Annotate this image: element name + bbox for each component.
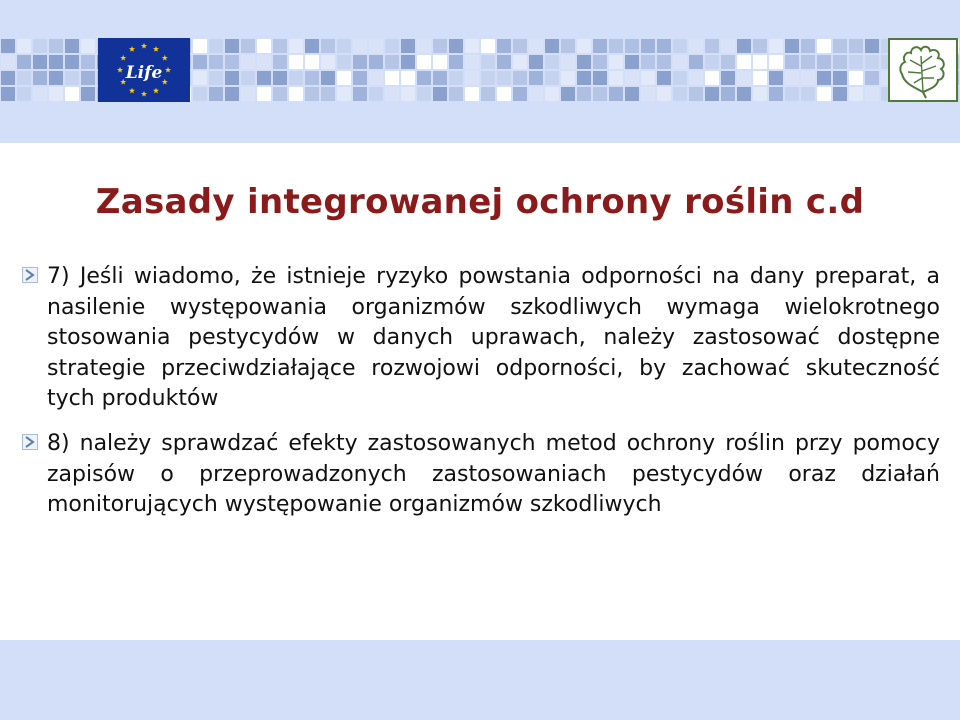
- mosaic-tile: [769, 87, 783, 101]
- mosaic-tile: [257, 87, 271, 101]
- mosaic-tile: [497, 71, 511, 85]
- mosaic-tile: [705, 39, 719, 53]
- eu-stars-icon: [98, 38, 190, 102]
- mosaic-tile: [65, 39, 79, 53]
- eu-star: [120, 55, 126, 61]
- mosaic-tile: [465, 39, 479, 53]
- mosaic-tile: [241, 55, 255, 69]
- mosaic-tile: [481, 39, 495, 53]
- mosaic-tile: [433, 39, 447, 53]
- eu-life-logo: [98, 38, 190, 102]
- mosaic-tile: [833, 39, 847, 53]
- mosaic-tile: [49, 55, 63, 69]
- mosaic-tile: [737, 55, 751, 69]
- mosaic-tile: [209, 55, 223, 69]
- mosaic-tile: [1, 39, 15, 53]
- mosaic-tile: [865, 39, 879, 53]
- mosaic-tile: [385, 55, 399, 69]
- mosaic-tile: [705, 87, 719, 101]
- oak-leaf-icon: [890, 40, 956, 100]
- mosaic-tile: [529, 71, 543, 85]
- mosaic-tile: [769, 39, 783, 53]
- mosaic-tile: [705, 71, 719, 85]
- mosaic-tile: [577, 87, 591, 101]
- mosaic-tile: [721, 71, 735, 85]
- mosaic-tile: [465, 87, 479, 101]
- mosaic-tile: [817, 71, 831, 85]
- mosaic-tile: [257, 55, 271, 69]
- mosaic-tile: [401, 87, 415, 101]
- mosaic-tile: [417, 87, 431, 101]
- mosaic-tile: [497, 55, 511, 69]
- mosaic-tile: [625, 39, 639, 53]
- mosaic-tile: [593, 87, 607, 101]
- mosaic-tile: [241, 87, 255, 101]
- mosaic-tile: [353, 55, 367, 69]
- bullet-list: [20, 262, 940, 535]
- mosaic-tile: [577, 39, 591, 53]
- mosaic-tile: [337, 55, 351, 69]
- mosaic-tile: [209, 39, 223, 53]
- mosaic-tile: [577, 71, 591, 85]
- mosaic-tile: [513, 71, 527, 85]
- mosaic-tile: [545, 55, 559, 69]
- mosaic-tile: [737, 87, 751, 101]
- bullet-item-8: [20, 429, 940, 521]
- mosaic-tile: [673, 71, 687, 85]
- mosaic-tile: [737, 71, 751, 85]
- mosaic-tile: [81, 39, 95, 53]
- mosaic-tile: [817, 55, 831, 69]
- mosaic-tile: [785, 71, 799, 85]
- slide-title: Zasady integrowanej ochrony roślin c.d: [95, 182, 865, 222]
- mosaic-tile: [657, 71, 671, 85]
- mosaic-tile: [865, 87, 879, 101]
- mosaic-tile: [17, 55, 31, 69]
- mosaic-tile: [289, 71, 303, 85]
- mosaic-tile: [353, 87, 367, 101]
- bullet-text: 7) Jeśli wiadomo, że istnieje ryzyko powstania odporności na dany preparat, a nasilenie występowania organizmów szkodliwych wymaga wielokrotnego stosowania pestycydów w danych uprawach, należy zastosować dostępne strategie przeciwdziałające rozwojowi odporności, by zachować skuteczność tych produktów: [47, 264, 940, 412]
- mosaic-tile: [481, 71, 495, 85]
- mosaic-tile: [785, 55, 799, 69]
- mosaic-tile: [529, 55, 543, 69]
- mosaic-tile: [449, 71, 463, 85]
- eu-star: [153, 46, 159, 52]
- mosaic-tile: [657, 39, 671, 53]
- arrow-bullet-icon: [22, 267, 38, 283]
- mosaic-tile: [337, 39, 351, 53]
- mosaic-tile: [721, 87, 735, 101]
- mosaic-tile: [433, 55, 447, 69]
- mosaic-tile: [609, 55, 623, 69]
- mosaic-tile: [513, 55, 527, 69]
- eu-star: [141, 91, 147, 97]
- mosaic-tile: [369, 71, 383, 85]
- mosaic-tile: [449, 39, 463, 53]
- mosaic-tile: [337, 71, 351, 85]
- mosaic-tile: [753, 55, 767, 69]
- mosaic-tile: [625, 55, 639, 69]
- mosaic-tile: [193, 87, 207, 101]
- mosaic-tile: [753, 87, 767, 101]
- mosaic-tile: [369, 39, 383, 53]
- eu-star: [162, 55, 168, 61]
- mosaic-tile: [49, 87, 63, 101]
- mosaic-tile: [625, 87, 639, 101]
- mosaic-tile: [705, 55, 719, 69]
- mosaic-tile: [65, 71, 79, 85]
- mosaic-tile: [225, 55, 239, 69]
- mosaic-tile: [785, 39, 799, 53]
- mosaic-tile: [193, 39, 207, 53]
- mosaic-tile: [849, 55, 863, 69]
- mosaic-tile: [625, 71, 639, 85]
- mosaic-tile: [641, 87, 655, 101]
- mosaic-tile: [321, 39, 335, 53]
- mosaic-tile: [417, 55, 431, 69]
- mosaic-tile: [673, 87, 687, 101]
- bullet-item-7: [20, 262, 940, 415]
- mosaic-tile: [497, 39, 511, 53]
- mosaic-tile: [817, 39, 831, 53]
- mosaic-tile: [1, 87, 15, 101]
- mosaic-tile: [753, 71, 767, 85]
- mosaic-tile: [33, 39, 47, 53]
- mosaic-tile: [225, 87, 239, 101]
- mosaic-tile: [273, 55, 287, 69]
- mosaic-tile: [673, 55, 687, 69]
- mosaic-tile: [433, 71, 447, 85]
- mosaic-tile: [833, 55, 847, 69]
- mosaic-tile: [81, 71, 95, 85]
- mosaic-tile: [321, 71, 335, 85]
- mosaic-tile: [849, 87, 863, 101]
- mosaic-tile: [209, 87, 223, 101]
- mosaic-tile: [465, 71, 479, 85]
- mosaic-tile: [65, 87, 79, 101]
- mosaic-tile: [289, 55, 303, 69]
- mosaic-tile: [721, 55, 735, 69]
- mosaic-tile: [417, 71, 431, 85]
- mosaic-tile: [689, 55, 703, 69]
- mosaic-tile: [497, 87, 511, 101]
- mosaic-tile: [1, 55, 15, 69]
- footer-band: [0, 640, 960, 720]
- mosaic-tile: [225, 39, 239, 53]
- mosaic-tile: [289, 39, 303, 53]
- mosaic-tile: [801, 87, 815, 101]
- mosaic-tile: [593, 39, 607, 53]
- mosaic-tile: [417, 39, 431, 53]
- mosaic-tile: [481, 87, 495, 101]
- mosaic-tile: [609, 87, 623, 101]
- mosaic-tile: [513, 39, 527, 53]
- mosaic-tile: [561, 55, 575, 69]
- mosaic-tile: [337, 87, 351, 101]
- mosaic-tile: [753, 39, 767, 53]
- mosaic-tile: [273, 71, 287, 85]
- mosaic-tile: [65, 55, 79, 69]
- mosaic-tile: [545, 87, 559, 101]
- mosaic-tile: [17, 87, 31, 101]
- mosaic-tile: [465, 55, 479, 69]
- mosaic-tile: [273, 87, 287, 101]
- oak-leaf-logo: [888, 38, 958, 102]
- eu-star: [129, 88, 135, 94]
- mosaic-tile: [689, 71, 703, 85]
- mosaic-tile: [33, 87, 47, 101]
- mosaic-tile: [481, 55, 495, 69]
- mosaic-tile: [305, 87, 319, 101]
- mosaic-tile: [17, 71, 31, 85]
- mosaic-tile: [561, 39, 575, 53]
- mosaic-tile: [817, 87, 831, 101]
- bullet-text: 8) należy sprawdzać efekty zastosowanych metod ochrony roślin przy pomocy zapisów o przeprowadzonych zastosowaniach pestycydów oraz działań monitorujących występowanie organizmów szkodliwych: [47, 430, 940, 518]
- mosaic-tile: [689, 87, 703, 101]
- mosaic-tile: [833, 71, 847, 85]
- mosaic-tile: [353, 71, 367, 85]
- mosaic-tile: [385, 39, 399, 53]
- eu-logo-label: Life: [125, 63, 163, 83]
- mosaic-tile: [289, 87, 303, 101]
- mosaic-tile: [529, 39, 543, 53]
- mosaic-tile: [545, 39, 559, 53]
- mosaic-tile: [785, 87, 799, 101]
- mosaic-tile: [193, 55, 207, 69]
- mosaic-tile: [305, 55, 319, 69]
- eu-star: [162, 79, 168, 85]
- mosaic-tile: [433, 87, 447, 101]
- mosaic-tile: [513, 87, 527, 101]
- mosaic-tile: [225, 71, 239, 85]
- mosaic-tile: [641, 55, 655, 69]
- eu-star: [117, 67, 123, 73]
- mosaic-tile: [33, 71, 47, 85]
- mosaic-tile: [257, 39, 271, 53]
- mosaic-tile: [737, 39, 751, 53]
- mosaic-tile: [401, 39, 415, 53]
- mosaic-tile: [449, 55, 463, 69]
- mosaic-tile: [801, 39, 815, 53]
- mosaic-tile: [689, 39, 703, 53]
- eu-star: [153, 88, 159, 94]
- eu-star: [141, 43, 147, 49]
- mosaic-tile: [193, 71, 207, 85]
- mosaic-tile: [865, 55, 879, 69]
- mosaic-tile: [17, 39, 31, 53]
- mosaic-tile: [209, 71, 223, 85]
- mosaic-tile: [865, 71, 879, 85]
- mosaic-tile: [593, 55, 607, 69]
- mosaic-tile: [529, 87, 543, 101]
- mosaic-tile: [257, 71, 271, 85]
- mosaic-tile: [849, 39, 863, 53]
- mosaic-tile: [385, 71, 399, 85]
- arrow-bullet-icon: [22, 434, 38, 450]
- mosaic-tile: [353, 39, 367, 53]
- mosaic-tile: [305, 71, 319, 85]
- mosaic-tile: [545, 71, 559, 85]
- mosaic-tile: [49, 39, 63, 53]
- mosaic-tile: [593, 71, 607, 85]
- mosaic-tile: [769, 71, 783, 85]
- mosaic-tile: [641, 39, 655, 53]
- mosaic-tile: [769, 55, 783, 69]
- mosaic-tile: [849, 71, 863, 85]
- mosaic-tile: [609, 39, 623, 53]
- mosaic-tile: [369, 55, 383, 69]
- mosaic-tile: [49, 71, 63, 85]
- mosaic-tile: [641, 71, 655, 85]
- mosaic-tile: [321, 87, 335, 101]
- mosaic-tile: [401, 55, 415, 69]
- mosaic-tile: [833, 87, 847, 101]
- mosaic-tile: [1, 71, 15, 85]
- mosaic-tile: [385, 87, 399, 101]
- mosaic-tile: [321, 55, 335, 69]
- mosaic-tile: [81, 55, 95, 69]
- mosaic-tile: [577, 55, 591, 69]
- mosaic-tile: [657, 87, 671, 101]
- mosaic-tile: [657, 55, 671, 69]
- eu-star: [129, 46, 135, 52]
- eu-star: [165, 67, 171, 73]
- mosaic-tile: [33, 55, 47, 69]
- mosaic-tile: [673, 39, 687, 53]
- mosaic-tile: [241, 71, 255, 85]
- mosaic-tile: [241, 39, 255, 53]
- mosaic-tile: [561, 71, 575, 85]
- mosaic-tile: [561, 87, 575, 101]
- mosaic-tile: [273, 39, 287, 53]
- mosaic-tile: [305, 39, 319, 53]
- mosaic-tile: [801, 71, 815, 85]
- mosaic-tile: [369, 87, 383, 101]
- mosaic-tile: [81, 87, 95, 101]
- mosaic-tile: [449, 87, 463, 101]
- mosaic-tile: [401, 71, 415, 85]
- mosaic-tile: [609, 71, 623, 85]
- mosaic-tile: [721, 39, 735, 53]
- mosaic-tile: [801, 55, 815, 69]
